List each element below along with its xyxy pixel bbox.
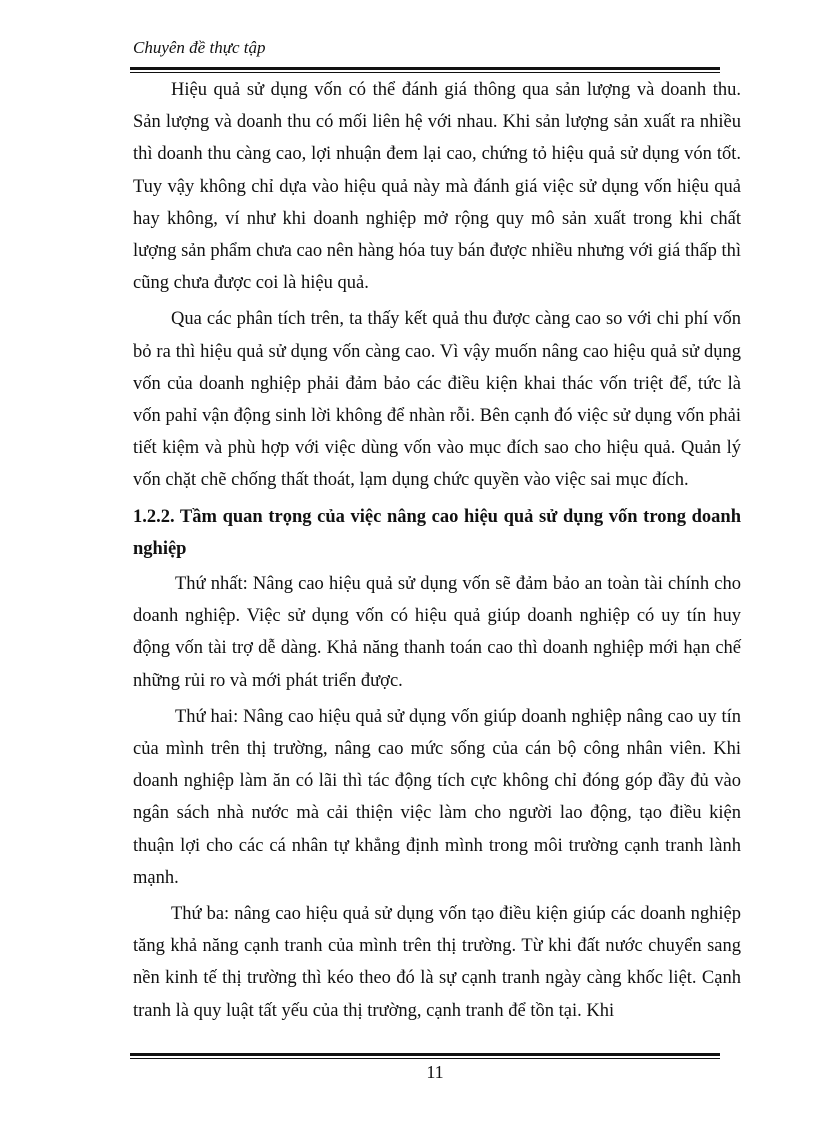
- header-rule-thin: [130, 72, 720, 73]
- body-paragraph: Thứ ba: nâng cao hiệu quả sử dụng vốn tạo điều kiện giúp các doanh nghiệp tăng khả năng cạnh tranh của mình trên thị trường. Từ khi đất nước chuyển sang nền kinh tế thị trường thì kéo theo đó là sự cạnh tranh ngày càng khốc liệt. Cạnh tranh là quy luật tất yếu của thị trường, cạnh tranh để tồn tại. Khi: [133, 904, 741, 1021]
- page-number: 11: [426, 1062, 444, 1082]
- body-paragraph: Hiệu quả sử dụng vốn có thể đánh giá thông qua sản lượng và doanh thu. Sản lượng và doanh thu có mối liên hệ với nhau. Khi sản lượng sản xuất ra nhiều thì doanh thu càng cao, lợi nhuận đem lại cao, chứng tỏ hiệu quả sử dụng vón tốt. Tuy vậy không chỉ dựa vào hiệu quả này mà đánh giá việc sử dụng vốn hiệu quả hay không, ví như khi doanh nghiệp mở rộng quy mô sản xuất trong khi chất lượng sản phẩm chưa cao nên hàng hóa tuy bán được nhiều nhưng với giá thấp thì cũng chưa được coi là hiệu quả.: [133, 80, 741, 294]
- body-paragraph: Thứ hai: Nâng cao hiệu quả sử dụng vốn giúp doanh nghiệp nâng cao uy tín của mình trên thị trường, nâng cao mức sống của cán bộ công nhân viên. Khi doanh nghiệp làm ăn có lãi thì tác động tích cực không chỉ đóng góp đầy đủ vào ngân sách nhà nước mà cải thiện việc làm cho người lao động, tạo điều kiện thuận lợi cho các cá nhân tự khẳng định mình trong môi trường cạnh tranh lành mạnh.: [133, 706, 741, 888]
- page-body: [133, 74, 741, 1031]
- body-paragraph: Thứ nhất: Nâng cao hiệu quả sử dụng vốn sẽ đảm bảo an toàn tài chính cho doanh nghiệp. Việc sử dụng vốn có hiệu quả giúp doanh nghiệp có uy tín huy động vốn tài trợ dễ dàng. Khả năng thanh toán cao thì doanh nghiệp mới hạn chế những rủi ro và mới phát triển được.: [133, 574, 741, 691]
- header-rule: [130, 67, 720, 70]
- running-header: Chuyên đề thực tập: [133, 38, 266, 57]
- body-paragraph: Qua các phân tích trên, ta thấy kết quả thu được càng cao so với chi phí vốn bỏ ra thì hiệu quả sử dụng vốn càng cao. Vì vậy muốn nâng cao hiệu quả sử dụng vốn của doanh nghiệp phải đảm bảo các điều kiện khai thác vốn triệt để, tức là vốn pahỉ vận động sinh lời không để nhàn rỗi. Bên cạnh đó việc sử dụng vốn phải tiết kiệm và phù hợp với việc dùng vốn vào mục đích sao cho hiệu quả. Quản lý vốn chặt chẽ chống thất thoát, lạm dụng chức quyền vào việc sai mục đích.: [133, 309, 741, 491]
- section-heading: 1.2.2. Tầm quan trọng của việc nâng cao hiệu quả sử dụng vốn trong doanh nghiệp: [133, 506, 741, 559]
- footer-rule-thin: [130, 1058, 720, 1059]
- footer-rule: [130, 1053, 720, 1056]
